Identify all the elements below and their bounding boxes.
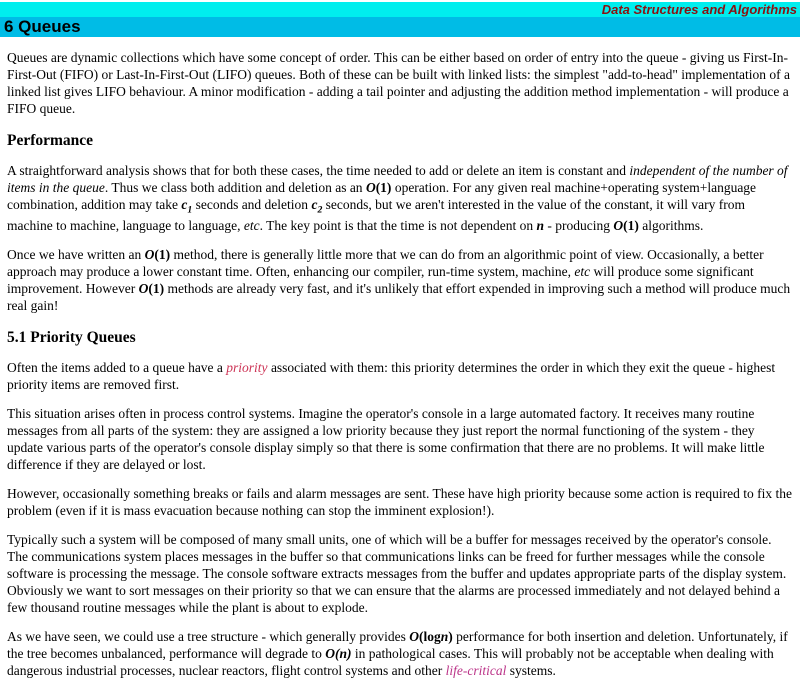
- text-run: - producing: [544, 217, 614, 233]
- text-run: ): [448, 628, 453, 644]
- text-run: (1): [375, 180, 392, 195]
- text-run: associated with them: this priority determines the order in which they exit the queue - highest priority items are removed first.: [7, 359, 776, 392]
- section-heading: Performance: [7, 132, 94, 149]
- text-run: A straightforward analysis shows that for both these cases, the time needed to add or delete an item is constant and: [7, 163, 630, 178]
- text-run: seconds, but we aren't interested in the value of the constant, it will vary from machine to machine, language to language,: [7, 197, 745, 233]
- text-run: However, occasionally something breaks or fails and alarm messages are sent. These have high priority because some action is required to fix the problem (even if it is mass evacuation because nothing can stop the imminent explosion!).: [7, 485, 792, 518]
- course-title: Data Structures and Algorithms: [601, 2, 797, 17]
- text-run: O: [138, 280, 149, 296]
- text-run: seconds and deletion: [192, 197, 312, 212]
- text-run: 2: [317, 204, 323, 216]
- text-run: method, there is generally little more that we can do from an algorithmic point of view. Occasionally, a better approach may produce a lower constant time. Often, enhancing our compiler, run-time system, machine,: [7, 246, 764, 279]
- paragraph: [7, 162, 793, 234]
- text-run: This situation arises often in process control systems. Imagine the operator's console in a large automated factory. It receives many routine messages from all parts of the system: they are assigned a low priority because they just report the normal functioning of the system - they update various parts of the operator's console display simply so that there is some confirmation that there are no problems. It will make little difference if they are delayed or lost.: [7, 405, 765, 472]
- paragraph: [7, 49, 793, 117]
- text-run: O: [365, 180, 376, 195]
- text-run: n: [440, 628, 449, 644]
- text-run: etc: [243, 217, 260, 233]
- paragraph: [7, 531, 793, 616]
- text-run: Typically such a system will be composed of many small units, one of which will be a buffer for messages received by the operator's console. The communications system places messages in the buffer so that communications links can be freed for further messages while the console software is processing the message. The console software extracts messages from the buffer and updates appropriate parts of the display system. Obviously we want to sort messages on their priority so that we can ensure that the alarms are processed immediately and not delayed behind a few thousand routine messages while the plant is about to explode.: [7, 531, 787, 615]
- text-run: c: [311, 197, 318, 212]
- text-run: in pathological cases. This will probably not be acceptable when dealing with dangerous industrial processes, nuclear reactors, flight control systems and other: [7, 645, 774, 678]
- text-run: (log: [418, 628, 441, 644]
- life-critical-link[interactable]: life-critical: [445, 662, 507, 678]
- section-heading: 5.1 Priority Queues: [7, 328, 136, 346]
- priority-link[interactable]: priority: [226, 359, 268, 375]
- text-run: operation. For any given real machine+operating system+language combination, addition may take: [7, 180, 757, 212]
- text-run: c: [181, 197, 188, 212]
- text-run: (1): [148, 280, 165, 296]
- text-run: O: [409, 628, 419, 644]
- text-run: (1): [623, 217, 639, 233]
- text-run: Once we have written an: [7, 246, 145, 262]
- text-run: Often the items added to a queue have a: [7, 359, 227, 375]
- text-run: algorithms.: [638, 217, 704, 233]
- text-run: systems.: [506, 662, 556, 678]
- text-run: n: [536, 217, 545, 233]
- text-run: etc: [574, 263, 591, 279]
- text-run: Queues are dynamic collections which have some concept of order. This can be either based on order of entry into the queue - giving us First-In-First-Out (FIFO) or Last-In-First-Out (LIFO) queues. Both of these can be built with linked lists: the simplest "add-to-head" implementation of a linked list gives LIFO behaviour. A minor modification - adding a tail pointer and adjusting the addition method implementation - will produce a FIFO queue.: [7, 50, 791, 116]
- text-run: methods are already very fast, and it's unlikely that effort expended in improving such a method will produce much real gain!: [7, 280, 791, 313]
- text-run: O(n): [325, 645, 352, 661]
- text-run: As we have seen, we could use a tree structure - which generally provides: [7, 628, 410, 644]
- page-title: 6 Queues: [0, 17, 800, 37]
- paragraph: [7, 628, 793, 679]
- paragraph: [7, 485, 793, 519]
- page-content: [0, 49, 800, 679]
- text-run: . The key point is that the time is not dependent on: [259, 217, 537, 233]
- paragraph: [7, 359, 793, 393]
- text-run: 1: [187, 204, 193, 216]
- text-run: . Thus we class both addition and deletion as an: [104, 180, 366, 195]
- text-run: O: [144, 246, 155, 262]
- text-run: O: [613, 217, 624, 233]
- paragraph: [7, 405, 793, 473]
- text-run: performance for both insertion and deletion. Unfortunately, if the tree becomes unbalanced, performance will degrade to: [7, 628, 788, 661]
- text-run: will produce some significant improvement. However: [7, 263, 754, 296]
- text-run: (1): [154, 246, 171, 262]
- paragraph: [7, 246, 793, 314]
- course-banner: [0, 2, 800, 17]
- text-run: independent of the number of items in the queue: [7, 163, 788, 195]
